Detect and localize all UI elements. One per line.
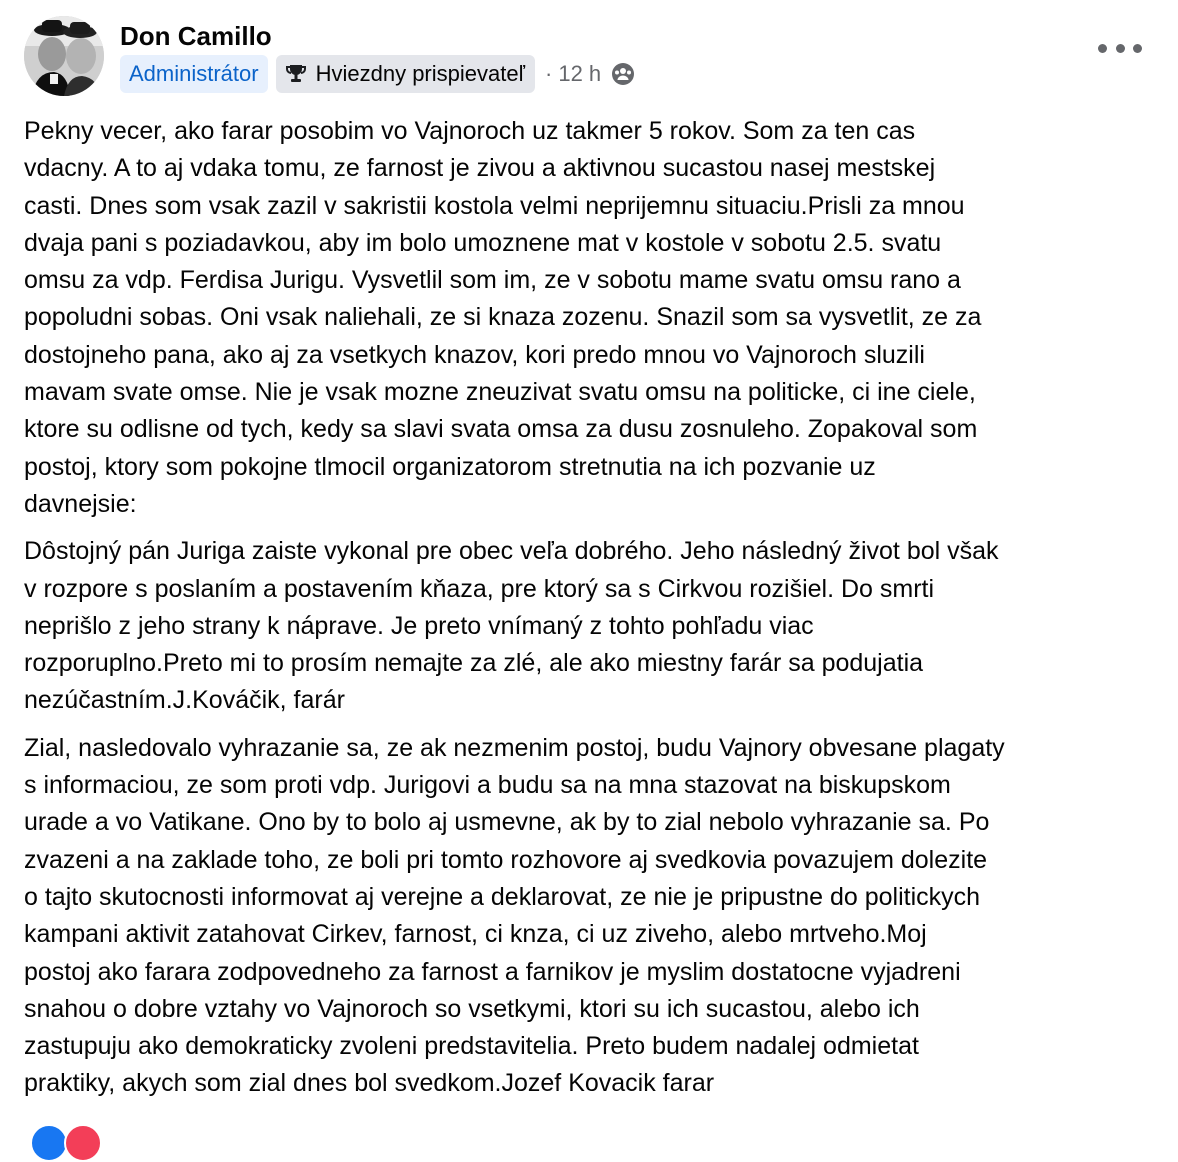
- text-line: casti. Dnes som vsak zazil v sakristii kostola velmi neprijemnu situaciu.Prisli za mnou: [24, 191, 965, 220]
- text-line: omsu za vdp. Ferdisa Jurigu. Vysvetlil som im, ze v sobotu mame svatu omsu rano a: [24, 266, 961, 295]
- group-audience-icon[interactable]: [611, 62, 635, 86]
- text-line: dvaja pani s poziadavkou, aby im bolo umoznene mat v kostole v sobotu 2.5. svatu: [24, 228, 942, 257]
- avatar[interactable]: [24, 16, 104, 96]
- text-line: ktore su odlisne od tych, kedy sa slavi svata omsa za dusu zosnuleho. Zopakoval som: [24, 415, 978, 444]
- text-line: urade a vo Vatikane. Ono by to bolo aj usmevne, ak by to zial nebolo vyhrazanie sa. Po: [24, 808, 990, 837]
- text-line: Zial, nasledovalo vyhrazanie sa, ze ak nezmenim postoj, budu Vajnory obvesane plagaty: [24, 733, 1005, 762]
- avatar-image: [24, 16, 104, 96]
- text-line: praktiky, akych som zial dnes bol svedkom.Jozef Kovacik farar: [24, 1069, 715, 1098]
- text-line: rozporuplno.Preto mi to prosím nemajte za zlé, ale ako miestny farár sa podujatia: [24, 649, 924, 678]
- like-reaction-icon: [30, 1124, 68, 1162]
- contributor-badge-label: Hviezdny prispievateľ: [315, 61, 525, 86]
- contributor-badge[interactable]: [276, 55, 535, 93]
- text-line: zvazeni a na zaklade toho, ze boli pri tomto rozhovore aj svedkovia povazujem dolezite: [24, 845, 988, 874]
- text-line: postoj, ktory som pokojne tlmocil organizatorom stretnutia na ich pozvanie uz: [24, 452, 876, 481]
- post-paragraph: [24, 113, 1164, 523]
- text-line: s informaciou, ze som proti vdp. Jurigovi a budu sa na mna stazovat na biskupskom: [24, 771, 951, 800]
- meta-separator: ·: [545, 61, 553, 86]
- post-paragraph: [24, 533, 1164, 719]
- admin-badge[interactable]: Administrátor: [120, 55, 268, 93]
- text-line: kampani aktivit zatahovat Cirkev, farnost, ci knza, ci uz ziveho, alebo mrtveho.Moj: [24, 920, 927, 949]
- text-line: postoj ako farara zodpovedneho za farnost a farnikov je myslim dostatocne vyjadreni: [24, 957, 961, 986]
- paragraph-gap: [24, 720, 1164, 730]
- post-header: [24, 16, 1154, 100]
- text-line: vdacny. A to aj vdaka tomu, ze farnost je zivou a aktivnou sucastou nasej mestskej: [24, 154, 936, 183]
- text-line: Dôstojný pán Juriga zaiste vykonal pre obec veľa dobrého. Jeho následný život bol však: [24, 537, 999, 566]
- text-line: nezúčastním.J.Kováčik, farár: [24, 686, 345, 715]
- text-line: popoludni sobas. Oni vsak naliehali, ze si knaza zozenu. Snazil som sa vysvetlit, ze za: [24, 303, 982, 332]
- text-line: snahou o dobre vztahy vo Vajnoroch so vsetkymi, ktori su ich sucastou, alebo ich: [24, 994, 920, 1023]
- text-line: o tajto skutocnosti informovat aj verejne a deklarovat, ze nie je pripustne do politickych: [24, 882, 981, 911]
- text-line: zastupuju ako demokraticky zvoleni predstavitelia. Preto budem nadalej odmietat: [24, 1032, 919, 1061]
- text-line: mavam svate omse. Nie je vsak mozne zneuzivat svatu omsu na politicke, ci ine ciele,: [24, 378, 976, 407]
- text-line: dostojneho pana, ako aj za vsetkych knazov, kori predo mnou vo Vajnoroch sluzili: [24, 340, 925, 369]
- trophy-icon: [284, 62, 308, 86]
- more-dot: [1116, 44, 1125, 53]
- paragraph-gap: [24, 523, 1164, 533]
- more-dot: [1098, 44, 1107, 53]
- text-line: neprišlo z jeho strany k náprave. Je preto vnímaný z tohto pohľadu viac: [24, 611, 814, 640]
- text-line: Pekny vecer, ako farar posobim vo Vajnoroch uz takmer 5 rokov. Som za ten cas: [24, 117, 916, 145]
- post-body: [24, 113, 1164, 1103]
- post-meta: [120, 54, 635, 94]
- more-dot: [1133, 44, 1142, 53]
- post-timestamp[interactable]: 12 h: [558, 61, 602, 86]
- love-reaction-icon: [64, 1124, 102, 1162]
- post-paragraph: [24, 730, 1164, 1103]
- author-name[interactable]: Don Camillo: [120, 21, 272, 51]
- text-line: v rozpore s poslaním a postavením kňaza, pre ktorý sa s Cirkvou rozišiel. Do smrti: [24, 574, 935, 603]
- more-options-icon[interactable]: [1098, 38, 1142, 58]
- text-line: davnejsie:: [24, 489, 137, 518]
